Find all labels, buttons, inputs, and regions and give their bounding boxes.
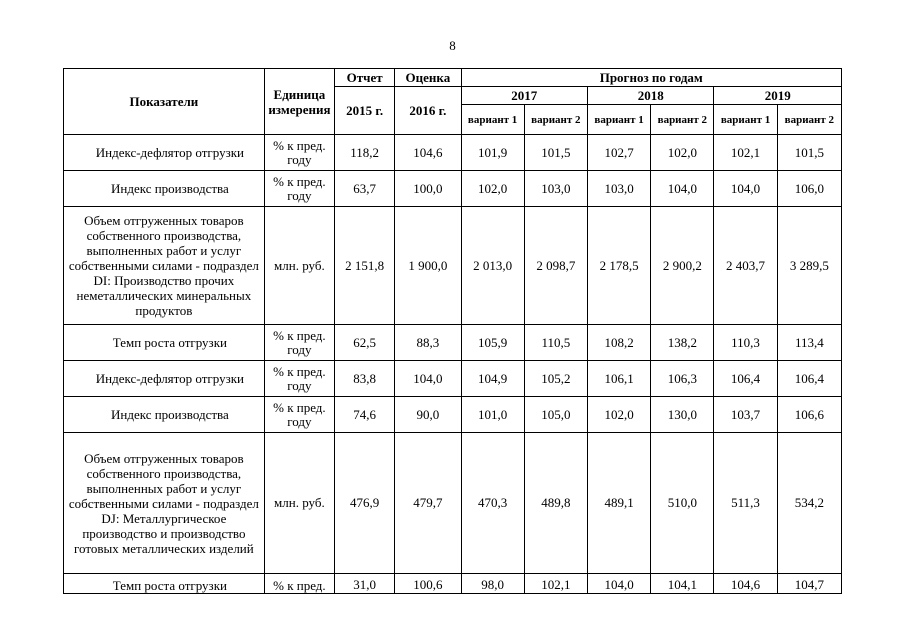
- row-indicator: Объем отгруженных товаров собственного производства, выполненных работ и услуг собственными силами - подраздел DJ: Металлургическое производство и производство готовых металлических изделий: [64, 433, 265, 574]
- header-unit: Единица измерения: [264, 69, 334, 135]
- row-value-2019-v2: 113,4: [777, 325, 841, 361]
- row-value-2018-v2: 510,0: [651, 433, 714, 574]
- row-value-2018-v2: 102,0: [651, 135, 714, 171]
- row-value-2019-v1: 103,7: [714, 397, 777, 433]
- row-value-2017-v1: 2 013,0: [461, 207, 524, 325]
- row-value-2018-v1: 102,7: [587, 135, 650, 171]
- row-value-2015: 118,2: [335, 135, 395, 171]
- row-value-2017-v2: 103,0: [524, 171, 587, 207]
- row-value-2017-v1: 101,0: [461, 397, 524, 433]
- header-estimate-year: 2016 г.: [395, 87, 461, 135]
- header-variant: вариант 2: [651, 105, 714, 135]
- row-indicator: Индекс-дефлятор отгрузки: [64, 361, 265, 397]
- row-unit: млн. руб.: [264, 433, 334, 574]
- forecast-table: [63, 68, 842, 594]
- row-unit: % к пред. году: [264, 325, 334, 361]
- row-value-2018-v1: 489,1: [587, 433, 650, 574]
- row-value-2015: 63,7: [335, 171, 395, 207]
- page-number: 8: [449, 38, 456, 53]
- table-row: [64, 397, 842, 433]
- row-value-2017-v2: 101,5: [524, 135, 587, 171]
- header-report: Отчет: [335, 69, 395, 87]
- row-value-2019-v2: 104,7: [777, 574, 841, 594]
- row-value-2019-v1: 110,3: [714, 325, 777, 361]
- row-unit: % к пред. году: [264, 361, 334, 397]
- row-value-2019-v1: 106,4: [714, 361, 777, 397]
- row-unit: % к пред.: [264, 574, 334, 594]
- row-indicator: Объем отгруженных товаров собственного производства, выполненных работ и услуг собственными силами - подраздел DI: Производство прочих неметаллических минеральных продуктов: [64, 207, 265, 325]
- header-variant: вариант 1: [461, 105, 524, 135]
- row-value-2015: 62,5: [335, 325, 395, 361]
- row-value-2019-v1: 104,6: [714, 574, 777, 594]
- row-value-2019-v1: 2 403,7: [714, 207, 777, 325]
- table-row: [64, 207, 842, 325]
- table-row: [64, 325, 842, 361]
- header-year: 2017: [461, 87, 587, 105]
- row-value-2016: 88,3: [395, 325, 461, 361]
- row-value-2017-v1: 105,9: [461, 325, 524, 361]
- row-value-2019-v2: 101,5: [777, 135, 841, 171]
- table-row: [64, 574, 842, 594]
- row-value-2019-v2: 106,4: [777, 361, 841, 397]
- row-value-2018-v2: 104,1: [651, 574, 714, 594]
- row-value-2016: 479,7: [395, 433, 461, 574]
- row-value-2017-v1: 104,9: [461, 361, 524, 397]
- row-value-2016: 1 900,0: [395, 207, 461, 325]
- row-value-2018-v1: 104,0: [587, 574, 650, 594]
- row-value-2018-v1: 2 178,5: [587, 207, 650, 325]
- row-value-2016: 100,0: [395, 171, 461, 207]
- row-unit: % к пред. году: [264, 135, 334, 171]
- row-indicator: Темп роста отгрузки: [64, 325, 265, 361]
- row-value-2015: 83,8: [335, 361, 395, 397]
- header-year: 2019: [714, 87, 842, 105]
- row-indicator: Темп роста отгрузки: [64, 574, 265, 594]
- row-value-2019-v2: 106,0: [777, 171, 841, 207]
- row-indicator: Индекс производства: [64, 171, 265, 207]
- row-value-2017-v1: 102,0: [461, 171, 524, 207]
- row-value-2018-v2: 106,3: [651, 361, 714, 397]
- row-value-2019-v2: 3 289,5: [777, 207, 841, 325]
- row-value-2018-v1: 108,2: [587, 325, 650, 361]
- table-body: [64, 135, 842, 594]
- row-unit: % к пред. году: [264, 397, 334, 433]
- row-value-2017-v2: 105,0: [524, 397, 587, 433]
- row-value-2019-v2: 106,6: [777, 397, 841, 433]
- row-value-2017-v2: 105,2: [524, 361, 587, 397]
- header-report-year: 2015 г.: [335, 87, 395, 135]
- row-value-2016: 104,0: [395, 361, 461, 397]
- header-variant: вариант 2: [524, 105, 587, 135]
- row-unit: млн. руб.: [264, 207, 334, 325]
- table-row: [64, 361, 842, 397]
- header-variant: вариант 1: [714, 105, 777, 135]
- table-row: [64, 135, 842, 171]
- row-value-2018-v2: 2 900,2: [651, 207, 714, 325]
- row-value-2017-v1: 101,9: [461, 135, 524, 171]
- row-value-2018-v2: 104,0: [651, 171, 714, 207]
- row-value-2015: 74,6: [335, 397, 395, 433]
- header-year: 2018: [587, 87, 713, 105]
- header-variant: вариант 1: [587, 105, 650, 135]
- header-indicators: Показатели: [64, 69, 265, 135]
- header-estimate: Оценка: [395, 69, 461, 87]
- row-value-2017-v2: 2 098,7: [524, 207, 587, 325]
- row-value-2018-v1: 106,1: [587, 361, 650, 397]
- row-value-2017-v1: 470,3: [461, 433, 524, 574]
- table-row: [64, 433, 842, 574]
- row-value-2018-v2: 130,0: [651, 397, 714, 433]
- table-header: [64, 69, 842, 135]
- row-indicator: Индекс производства: [64, 397, 265, 433]
- row-value-2016: 90,0: [395, 397, 461, 433]
- row-value-2019-v2: 534,2: [777, 433, 841, 574]
- row-value-2016: 100,6: [395, 574, 461, 594]
- row-unit: % к пред. году: [264, 171, 334, 207]
- row-value-2017-v2: 110,5: [524, 325, 587, 361]
- row-value-2015: 2 151,8: [335, 207, 395, 325]
- row-value-2017-v2: 102,1: [524, 574, 587, 594]
- row-value-2018-v2: 138,2: [651, 325, 714, 361]
- row-value-2017-v2: 489,8: [524, 433, 587, 574]
- row-value-2015: 31,0: [335, 574, 395, 594]
- row-value-2016: 104,6: [395, 135, 461, 171]
- row-value-2019-v1: 102,1: [714, 135, 777, 171]
- header-forecast: Прогноз по годам: [461, 69, 842, 87]
- row-value-2019-v1: 104,0: [714, 171, 777, 207]
- header-variant: вариант 2: [777, 105, 841, 135]
- row-value-2015: 476,9: [335, 433, 395, 574]
- row-value-2017-v1: 98,0: [461, 574, 524, 594]
- row-indicator: Индекс-дефлятор отгрузки: [64, 135, 265, 171]
- table-row: [64, 171, 842, 207]
- row-value-2019-v1: 511,3: [714, 433, 777, 574]
- row-value-2018-v1: 103,0: [587, 171, 650, 207]
- row-value-2018-v1: 102,0: [587, 397, 650, 433]
